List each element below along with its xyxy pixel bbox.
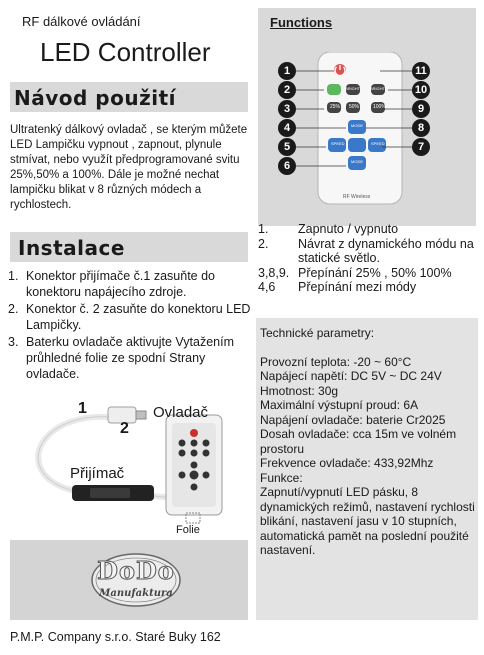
logo-sub: Manufaktura xyxy=(99,588,173,599)
product-diagram xyxy=(10,395,250,535)
functions-title: Functions xyxy=(270,15,333,30)
tech-line: Napájecí napětí: DC 5V ~ DC 24V xyxy=(260,369,442,383)
diagram-label-1: 1 xyxy=(78,400,87,417)
list-item: 3. Baterku ovladače aktivujte Vytažením průhledné folie ze spodní Strany ovladače. xyxy=(8,335,234,381)
callout-6: 6 xyxy=(278,157,296,175)
remote-label-50: 50% xyxy=(349,104,360,110)
tech-line: Maximální výstupní proud: 6A xyxy=(260,398,419,412)
callout-7: 7 xyxy=(412,138,430,156)
remote-label-speed-down: SPEED xyxy=(331,141,345,146)
tech-line: Napájení ovladače: baterie Cr2025 xyxy=(260,412,446,427)
callout-1: 1 xyxy=(278,62,296,80)
list-item: 2. Návrat z dynamického módu na statické světlo. xyxy=(258,236,474,265)
tech-line: Frekvence ovladače: 433,92Mhz xyxy=(260,456,434,470)
callout-3: 3 xyxy=(278,100,296,118)
footer-address: P.M.P. Company s.r.o. Staré Buky 162 xyxy=(10,630,221,644)
list-item: 2. Konektor č. 2 zasuňte do konektoru LED Lampičky. xyxy=(8,302,251,332)
tech-line: Provozní teplota: -20 ~ 60°C xyxy=(260,354,412,369)
list-item: 3,8,9. Přepínání 25% , 50% 100% xyxy=(258,265,452,280)
functions-list xyxy=(258,222,480,295)
tech-text xyxy=(260,326,476,558)
remote-label-bright-up: BRIGHT xyxy=(345,86,361,91)
remote-label-bright-down: BRIGHT xyxy=(370,86,386,91)
page-title: LED Controller xyxy=(40,37,211,67)
instalace-heading: Instalace xyxy=(18,236,125,260)
navod-text: Ultratenký dálkový ovladač , se kterým můžete LED Lampičku vypnout , zapnout, plynule stmívat, nebo využít předprogramované svitu 25%,50% a 100%. Dále je možné nechat lampičku blikat v 8 různých módech a rychlostech. xyxy=(10,124,248,211)
tech-line: Zapnutí/vypnutí LED pásku, 8 dynamických režimů, nastavení rychlosti blikání, nastavení jasu v 10 stupních, automatická pamět na poslední použité nastavení. xyxy=(260,485,475,557)
callout-4: 4 xyxy=(278,119,296,137)
remote-label-100: 100% xyxy=(373,104,386,110)
tech-line: Hmotnost: 30g xyxy=(260,383,339,398)
list-item: 4,6 Přepínání mezi módy xyxy=(258,280,417,294)
tech-line: Dosah ovladače: cca 15m ve volném prostoru xyxy=(260,427,457,456)
diagram-label-2: 2 xyxy=(120,420,129,437)
tech-heading: Technické parametry: xyxy=(260,326,375,340)
list-item: 1. Konektor přijímače č.1 zasuňte do konektoru napájecího zdroje. xyxy=(8,269,215,299)
remote-label-mode-up: MODE xyxy=(351,123,363,128)
remote-brand: RF Wireless xyxy=(343,194,371,200)
callout-lines xyxy=(296,60,416,180)
subtitle: RF dálkové ovládání xyxy=(22,14,141,29)
diagram-label-prijimac: Přijímač xyxy=(70,465,125,482)
navod-heading: Návod použití xyxy=(14,86,176,110)
instalace-steps xyxy=(8,268,253,383)
list-item: 1. Zapnuto / vypnuto xyxy=(258,222,399,236)
callout-9: 9 xyxy=(412,100,430,118)
remote-label-25: 25% xyxy=(330,104,341,110)
diagram-label-ovladac: Ovladač xyxy=(153,404,209,421)
callout-5: 5 xyxy=(278,138,296,156)
remote-label-mode-down: MODE xyxy=(351,159,363,164)
callout-8: 8 xyxy=(412,119,430,137)
logo-word: DoDo xyxy=(97,556,175,585)
callout-11: 11 xyxy=(412,62,430,80)
remote-label-speed-up: SPEED xyxy=(371,141,385,146)
callout-10: 10 xyxy=(412,81,430,99)
tech-line: Funkce: xyxy=(260,470,303,485)
diagram-label-folie: Folie xyxy=(176,524,200,536)
callout-2: 2 xyxy=(278,81,296,99)
